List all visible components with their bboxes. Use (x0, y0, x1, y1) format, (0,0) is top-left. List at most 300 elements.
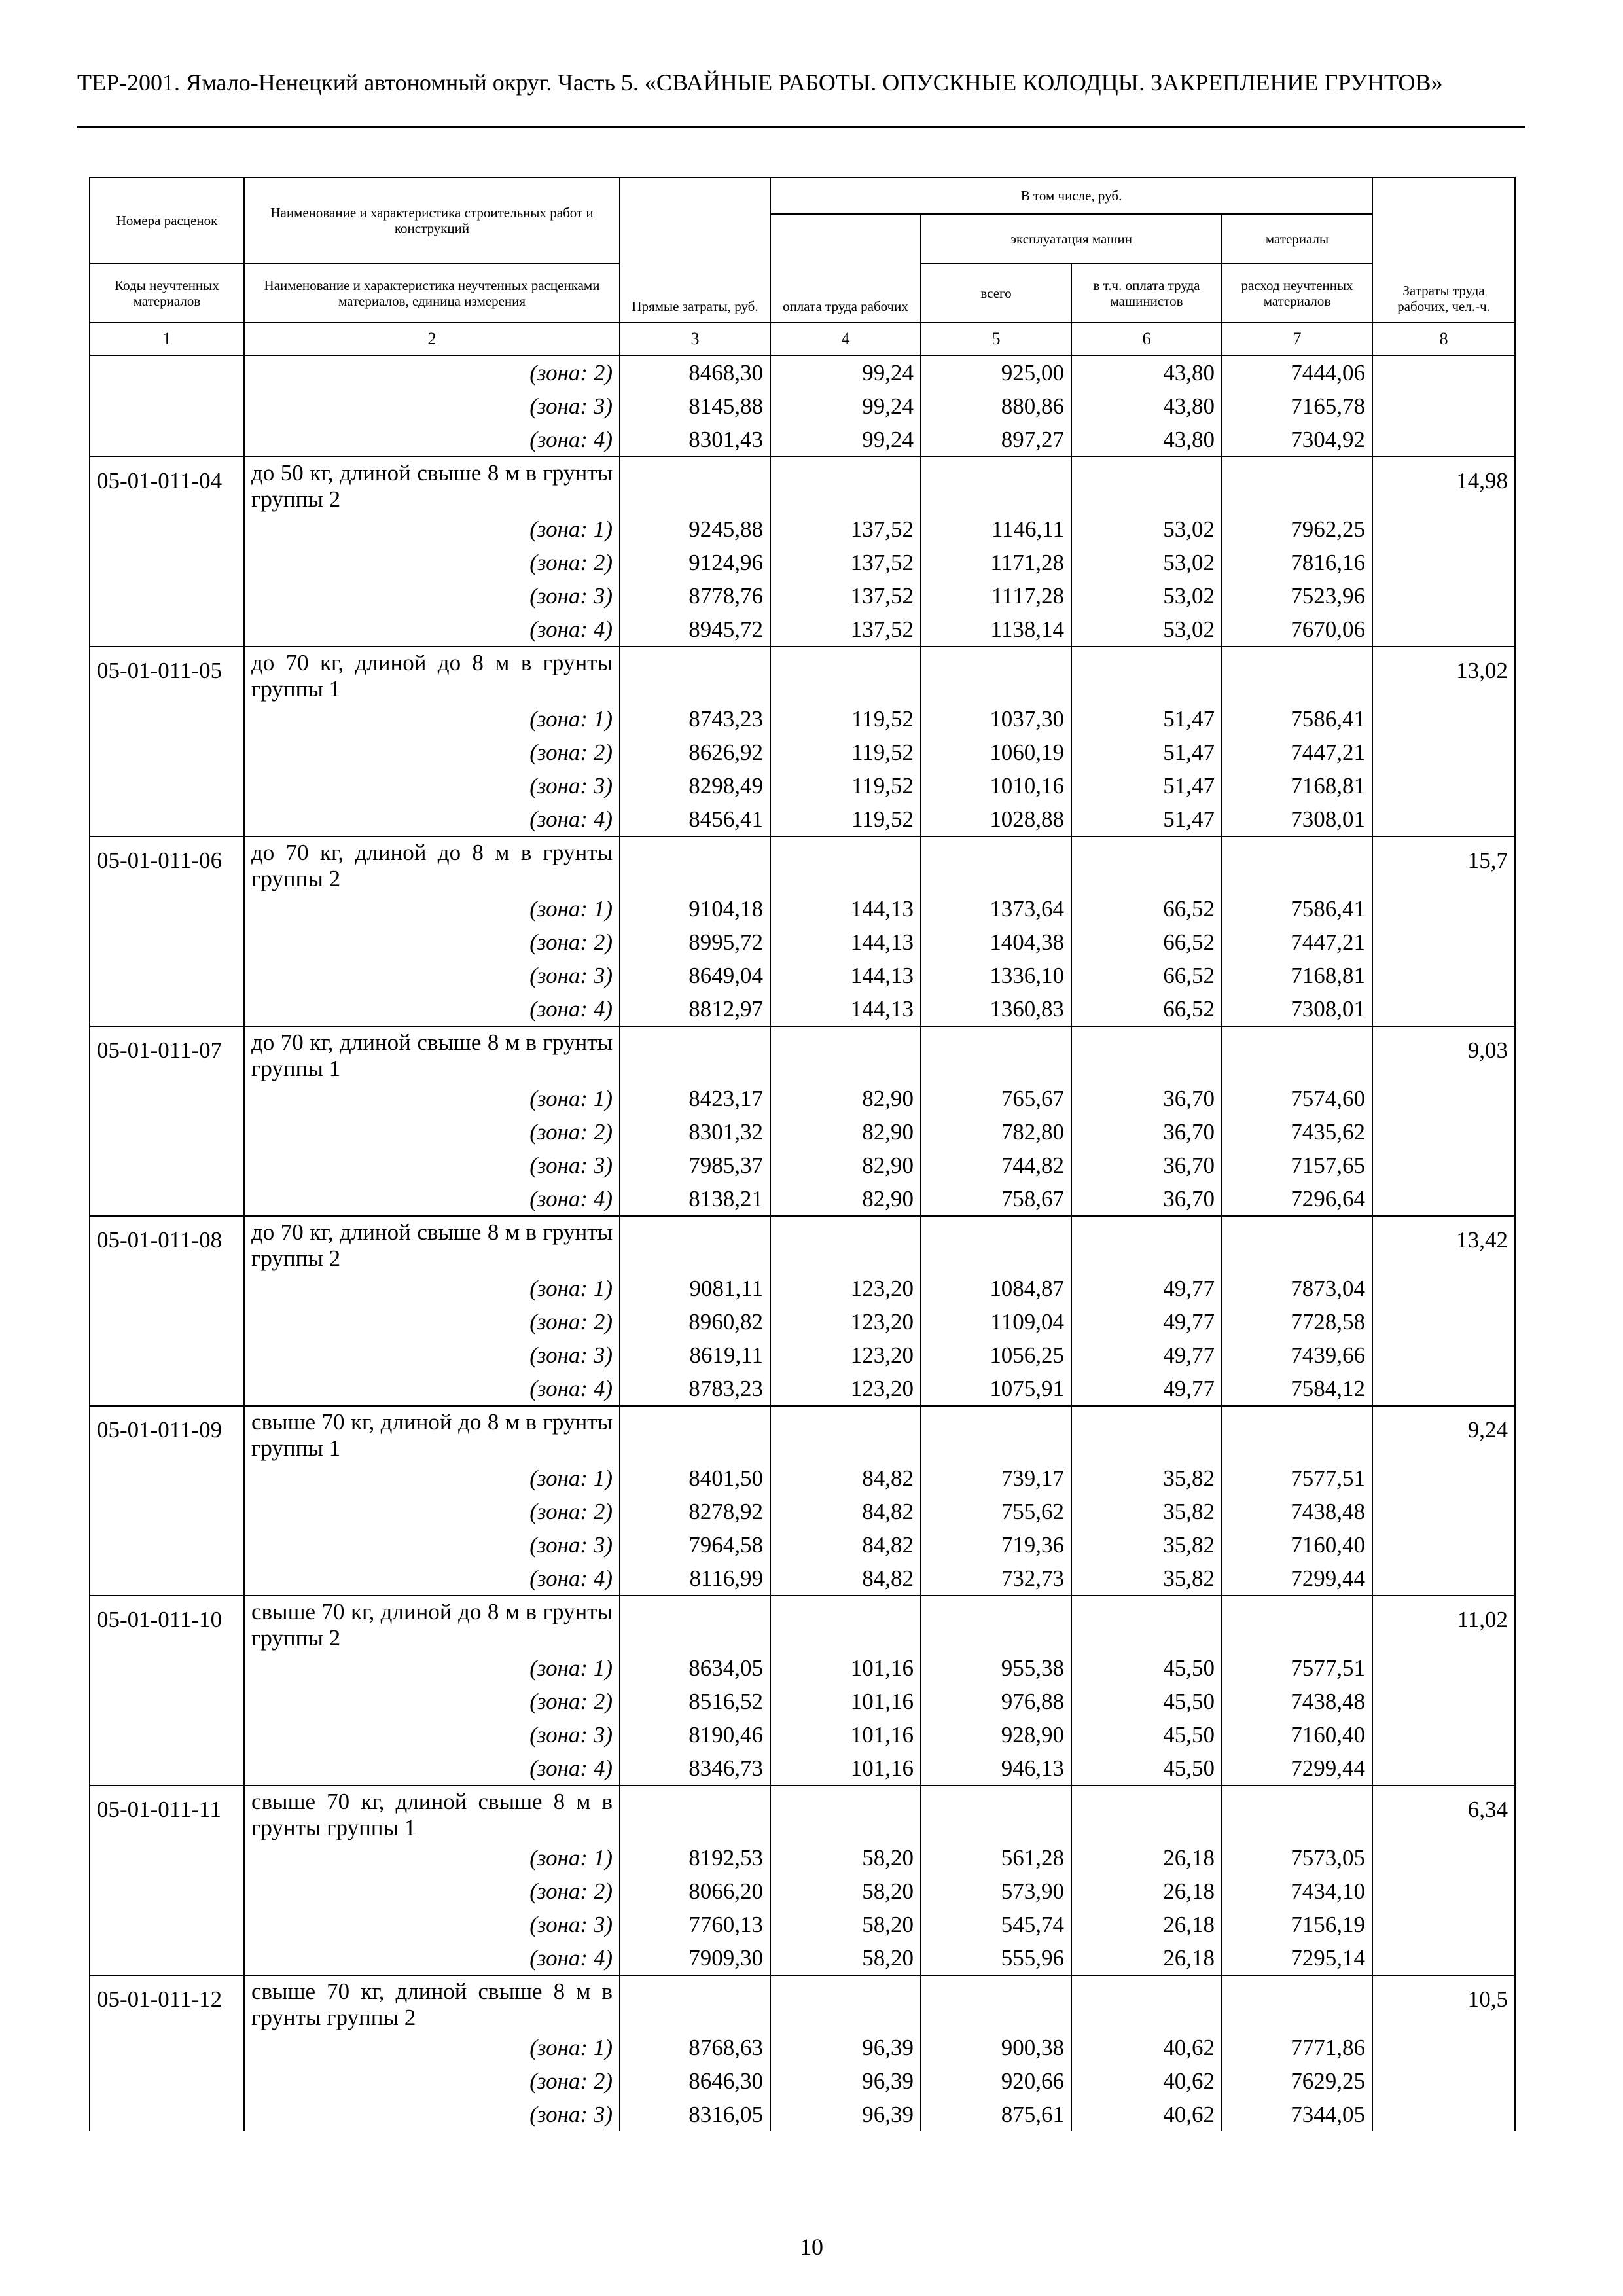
materials-cost-cell: 7344,05 (1222, 2098, 1372, 2131)
direct-cost-cell: 8649,04 (620, 959, 770, 992)
machines-cost-cell: 925,00 (921, 355, 1071, 389)
zone-row (90, 1908, 1515, 1941)
rate-code-cell (90, 1338, 244, 1372)
machines-cost-cell: 758,67 (921, 1182, 1071, 1216)
machines-cost-cell: 1056,25 (921, 1338, 1071, 1372)
column-index-cell: 3 (620, 323, 770, 355)
machines-cost-cell: 573,90 (921, 1874, 1071, 1908)
materials-cost-cell: 7434,10 (1222, 1874, 1372, 1908)
rates-table (89, 177, 1516, 2131)
materials-cost-cell: 7299,44 (1222, 1562, 1372, 1596)
machinists-cost-cell: 66,52 (1071, 892, 1222, 925)
labor-hours-cell (1372, 1272, 1515, 1305)
labor-hours-cell (1372, 925, 1515, 959)
labor-hours-value: 13,42 (1372, 1216, 1515, 1272)
zone-label: (зона: 1) (244, 702, 620, 736)
direct-cost-cell: 9081,11 (620, 1272, 770, 1305)
zone-row (90, 1082, 1515, 1115)
zone-row (90, 1841, 1515, 1874)
labor-hours-value: 14,98 (1372, 457, 1515, 512)
machines-cost-cell: 1037,30 (921, 702, 1071, 736)
empty-cell (1071, 647, 1222, 702)
direct-cost-cell: 8456,41 (620, 802, 770, 836)
labor-hours-cell (1372, 1082, 1515, 1115)
labor-cost-cell: 123,20 (770, 1372, 921, 1406)
labor-hours-cell (1372, 1305, 1515, 1338)
zone-row (90, 2064, 1515, 2098)
rate-code-cell (90, 1272, 244, 1305)
empty-cell (770, 1216, 921, 1272)
rate-code: 05-01-011-06 (90, 836, 244, 892)
col1-top-header: Номера расценок (90, 177, 244, 264)
direct-cost-cell: 8468,30 (620, 355, 770, 389)
column-index-cell: 5 (921, 323, 1071, 355)
rate-code-cell (90, 892, 244, 925)
materials-cost-cell: 7629,25 (1222, 2064, 1372, 2098)
zone-label: (зона: 3) (244, 1718, 620, 1751)
zone-label: (зона: 1) (244, 2031, 620, 2064)
zone-label: (зона: 1) (244, 1841, 620, 1874)
materials-cost-cell: 7160,40 (1222, 1528, 1372, 1562)
empty-cell (770, 1596, 921, 1651)
materials-cost-cell: 7574,60 (1222, 1082, 1372, 1115)
labor-hours-cell (1372, 992, 1515, 1026)
direct-cost-cell: 8995,72 (620, 925, 770, 959)
empty-cell (1071, 1026, 1222, 1082)
materials-cost-cell: 7156,19 (1222, 1908, 1372, 1941)
labor-cost-cell: 99,24 (770, 423, 921, 457)
direct-cost-cell: 8812,97 (620, 992, 770, 1026)
machines-cost-cell: 1360,83 (921, 992, 1071, 1026)
empty-cell (1222, 457, 1372, 512)
header-rule (77, 126, 1525, 128)
rate-code-cell (90, 2031, 244, 2064)
direct-cost-cell: 8192,53 (620, 1841, 770, 1874)
zone-row (90, 1115, 1515, 1149)
rate-code-cell (90, 613, 244, 647)
labor-hours-cell (1372, 702, 1515, 736)
labor-hours-cell (1372, 736, 1515, 769)
materials-cost-cell: 7308,01 (1222, 992, 1372, 1026)
direct-cost-cell: 8401,50 (620, 1462, 770, 1495)
zone-row (90, 1372, 1515, 1406)
zone-row (90, 579, 1515, 613)
machinists-cost-cell: 45,50 (1071, 1651, 1222, 1685)
zone-row (90, 1182, 1515, 1216)
zone-label: (зона: 2) (244, 1115, 620, 1149)
labor-cost-cell: 58,20 (770, 1908, 921, 1941)
empty-cell (1071, 1216, 1222, 1272)
labor-hours-cell (1372, 579, 1515, 613)
labor-cost-cell: 82,90 (770, 1182, 921, 1216)
machines-cost-cell: 555,96 (921, 1941, 1071, 1975)
zone-row (90, 802, 1515, 836)
machinists-cost-cell: 36,70 (1071, 1182, 1222, 1216)
zone-row (90, 1562, 1515, 1596)
zone-row (90, 702, 1515, 736)
machines-cost-cell: 719,36 (921, 1528, 1071, 1562)
zone-label: (зона: 2) (244, 925, 620, 959)
rate-description: до 70 кг, длиной свыше 8 м в грунты группы 2 (244, 1216, 620, 1272)
direct-cost-cell: 8066,20 (620, 1874, 770, 1908)
machines-cost-cell: 900,38 (921, 2031, 1071, 2064)
machines-cost-cell: 955,38 (921, 1651, 1071, 1685)
zone-label: (зона: 3) (244, 579, 620, 613)
rate-code-cell (90, 1908, 244, 1941)
labor-cost-cell: 119,52 (770, 702, 921, 736)
labor-cost-cell: 84,82 (770, 1528, 921, 1562)
machinists-cost-cell: 51,47 (1071, 736, 1222, 769)
machines-cost-cell: 1028,88 (921, 802, 1071, 836)
machinists-cost-cell: 26,18 (1071, 1908, 1222, 1941)
labor-hours-value: 6,34 (1372, 1785, 1515, 1841)
zone-row (90, 1272, 1515, 1305)
direct-cost-cell: 8646,30 (620, 2064, 770, 2098)
labor-cost-cell: 119,52 (770, 769, 921, 802)
rate-code-cell (90, 1149, 244, 1182)
empty-cell (1071, 1596, 1222, 1651)
direct-cost-cell: 8945,72 (620, 613, 770, 647)
machines-cost-cell: 561,28 (921, 1841, 1071, 1874)
rate-code: 05-01-011-05 (90, 647, 244, 702)
machinists-cost-cell: 66,52 (1071, 992, 1222, 1026)
materials-cost-cell: 7523,96 (1222, 579, 1372, 613)
materials-cost-cell: 7586,41 (1222, 892, 1372, 925)
machines-cost-cell: 976,88 (921, 1685, 1071, 1718)
direct-cost-cell: 8301,32 (620, 1115, 770, 1149)
rate-code-cell (90, 1562, 244, 1596)
zone-label: (зона: 3) (244, 1338, 620, 1372)
zone-row (90, 736, 1515, 769)
labor-hours-value: 10,5 (1372, 1975, 1515, 2031)
labor-cost-cell: 82,90 (770, 1149, 921, 1182)
empty-cell (1222, 1785, 1372, 1841)
machines-cost-cell: 1336,10 (921, 959, 1071, 992)
zone-label: (зона: 4) (244, 423, 620, 457)
machines-cost-cell: 1084,87 (921, 1272, 1071, 1305)
zone-row (90, 925, 1515, 959)
materials-cost-cell: 7873,04 (1222, 1272, 1372, 1305)
col8-header: Затраты труда рабочих, чел.-ч. (1372, 177, 1515, 323)
materials-cost-cell: 7447,21 (1222, 736, 1372, 769)
labor-hours-cell (1372, 769, 1515, 802)
rate-code-cell (90, 1651, 244, 1685)
labor-cost-cell: 137,52 (770, 546, 921, 579)
machinists-cost-cell: 45,50 (1071, 1718, 1222, 1751)
direct-cost-cell: 8634,05 (620, 1651, 770, 1685)
machines-cost-cell: 744,82 (921, 1149, 1071, 1182)
direct-cost-cell: 8190,46 (620, 1718, 770, 1751)
direct-cost-cell: 8423,17 (620, 1082, 770, 1115)
labor-hours-cell (1372, 423, 1515, 457)
machinists-cost-cell: 51,47 (1071, 769, 1222, 802)
column-index-cell: 8 (1372, 323, 1515, 355)
zone-row (90, 1495, 1515, 1528)
direct-cost-cell: 8138,21 (620, 1182, 770, 1216)
zone-label: (зона: 3) (244, 959, 620, 992)
machinists-cost-cell: 26,18 (1071, 1841, 1222, 1874)
direct-cost-cell: 8778,76 (620, 579, 770, 613)
rate-description: свыше 70 кг, длиной свыше 8 м в грунты группы 1 (244, 1785, 620, 1841)
labor-hours-value: 15,7 (1372, 836, 1515, 892)
labor-cost-cell: 99,24 (770, 389, 921, 423)
empty-cell (921, 1785, 1071, 1841)
labor-hours-cell (1372, 1338, 1515, 1372)
machinists-cost-cell: 53,02 (1071, 579, 1222, 613)
materials-cost-cell: 7447,21 (1222, 925, 1372, 959)
labor-hours-cell (1372, 1528, 1515, 1562)
labor-cost-cell: 144,13 (770, 992, 921, 1026)
materials-cost-cell: 7438,48 (1222, 1495, 1372, 1528)
labor-cost-cell: 123,20 (770, 1305, 921, 1338)
machinists-cost-cell: 43,80 (1071, 355, 1222, 389)
labor-hours-cell (1372, 389, 1515, 423)
rate-code-cell (90, 1751, 244, 1785)
machinists-cost-cell: 53,02 (1071, 546, 1222, 579)
materials-cost-cell: 7160,40 (1222, 1718, 1372, 1751)
rate-code-cell (90, 925, 244, 959)
labor-hours-cell (1372, 1685, 1515, 1718)
labor-hours-cell (1372, 1115, 1515, 1149)
machines-cost-cell: 1146,11 (921, 512, 1071, 546)
labor-cost-cell: 82,90 (770, 1082, 921, 1115)
materials-cost-cell: 7304,92 (1222, 423, 1372, 457)
machines-cost-cell: 1373,64 (921, 892, 1071, 925)
machinists-cost-cell: 35,82 (1071, 1562, 1222, 1596)
zone-label: (зона: 2) (244, 1685, 620, 1718)
machinists-cost-cell: 35,82 (1071, 1495, 1222, 1528)
zone-row (90, 423, 1515, 457)
zone-label: (зона: 3) (244, 769, 620, 802)
zone-row (90, 1149, 1515, 1182)
rate-item-row (90, 1975, 1515, 2031)
column-index-cell: 7 (1222, 323, 1372, 355)
direct-cost-cell: 8619,11 (620, 1338, 770, 1372)
col6-header: в т.ч. оплата труда машинистов (1071, 264, 1222, 323)
rate-description: свыше 70 кг, длиной до 8 м в грунты группы 2 (244, 1596, 620, 1651)
zone-row (90, 355, 1515, 389)
col2-top-header: Наименование и характеристика строительных работ и конструкций (244, 177, 620, 264)
empty-cell (1071, 1785, 1222, 1841)
labor-cost-cell: 144,13 (770, 959, 921, 992)
rate-code-cell (90, 1941, 244, 1975)
zone-label: (зона: 2) (244, 736, 620, 769)
empty-cell (620, 1216, 770, 1272)
rate-code-cell (90, 1685, 244, 1718)
empty-cell (1071, 1406, 1222, 1462)
rate-item-row (90, 1406, 1515, 1462)
zone-label: (зона: 3) (244, 1908, 620, 1941)
labor-cost-cell: 96,39 (770, 2031, 921, 2064)
zone-row (90, 546, 1515, 579)
empty-cell (620, 1785, 770, 1841)
labor-cost-cell: 101,16 (770, 1651, 921, 1685)
machines-cost-cell: 1075,91 (921, 1372, 1071, 1406)
zone-label: (зона: 2) (244, 1495, 620, 1528)
zone-row (90, 2098, 1515, 2131)
column-index-row (90, 323, 1515, 355)
materials-cost-cell: 7771,86 (1222, 2031, 1372, 2064)
zone-row (90, 769, 1515, 802)
materials-cost-cell: 7157,65 (1222, 1149, 1372, 1182)
machines-cost-cell: 739,17 (921, 1462, 1071, 1495)
labor-hours-cell (1372, 1874, 1515, 1908)
rate-code-cell (90, 546, 244, 579)
labor-cost-cell: 137,52 (770, 579, 921, 613)
empty-cell (1071, 836, 1222, 892)
machines-cost-cell: 920,66 (921, 2064, 1071, 2098)
labor-cost-cell: 99,24 (770, 355, 921, 389)
machines-cost-cell: 1404,38 (921, 925, 1071, 959)
direct-cost-cell: 8116,99 (620, 1562, 770, 1596)
machines-cost-cell: 732,73 (921, 1562, 1071, 1596)
rate-code-cell (90, 579, 244, 613)
machines-cost-cell: 1109,04 (921, 1305, 1071, 1338)
zone-label: (зона: 4) (244, 1182, 620, 1216)
zone-label: (зона: 2) (244, 355, 620, 389)
zone-row (90, 1651, 1515, 1685)
labor-hours-cell (1372, 1941, 1515, 1975)
empty-cell (921, 836, 1071, 892)
rate-code-cell (90, 1874, 244, 1908)
labor-hours-cell (1372, 1495, 1515, 1528)
rate-code-cell (90, 1462, 244, 1495)
labor-cost-cell: 58,20 (770, 1874, 921, 1908)
machinists-cost-cell: 36,70 (1071, 1115, 1222, 1149)
labor-cost-cell: 96,39 (770, 2098, 921, 2131)
labor-cost-cell: 119,52 (770, 802, 921, 836)
zone-label: (зона: 4) (244, 1372, 620, 1406)
rate-code: 05-01-011-07 (90, 1026, 244, 1082)
machinists-cost-cell: 49,77 (1071, 1372, 1222, 1406)
machines-cost-cell: 782,80 (921, 1115, 1071, 1149)
zone-label: (зона: 3) (244, 1528, 620, 1562)
zone-label: (зона: 4) (244, 1751, 620, 1785)
rate-code-cell (90, 389, 244, 423)
empty-cell (921, 1216, 1071, 1272)
machinists-cost-cell: 36,70 (1071, 1149, 1222, 1182)
rate-code-cell (90, 959, 244, 992)
rate-code-cell (90, 2064, 244, 2098)
rate-code-cell (90, 769, 244, 802)
direct-cost-cell: 8743,23 (620, 702, 770, 736)
zone-row (90, 1941, 1515, 1975)
empty-cell (620, 1596, 770, 1651)
labor-cost-cell: 137,52 (770, 512, 921, 546)
zone-row (90, 512, 1515, 546)
zone-label: (зона: 3) (244, 2098, 620, 2131)
zone-label: (зона: 2) (244, 1874, 620, 1908)
rate-code-cell (90, 802, 244, 836)
zone-row (90, 1528, 1515, 1562)
machinists-cost-cell: 26,18 (1071, 1941, 1222, 1975)
materials-cost-cell: 7577,51 (1222, 1651, 1372, 1685)
column-index-cell: 1 (90, 323, 244, 355)
rate-code: 05-01-011-08 (90, 1216, 244, 1272)
labor-hours-cell (1372, 2098, 1515, 2131)
materials-cost-cell: 7670,06 (1222, 613, 1372, 647)
labor-hours-cell (1372, 1462, 1515, 1495)
materials-cost-cell: 7295,14 (1222, 1941, 1372, 1975)
breakdown-group-header: В том числе, руб. (770, 177, 1372, 214)
labor-hours-cell (1372, 892, 1515, 925)
labor-cost-cell: 101,16 (770, 1718, 921, 1751)
zone-label: (зона: 1) (244, 1272, 620, 1305)
machines-cost-cell: 1010,16 (921, 769, 1071, 802)
table-body (90, 323, 1515, 2131)
rate-code-cell (90, 512, 244, 546)
zone-row (90, 1305, 1515, 1338)
machines-cost-cell: 897,27 (921, 423, 1071, 457)
zone-row (90, 892, 1515, 925)
empty-cell (770, 1785, 921, 1841)
rate-description: до 70 кг, длиной до 8 м в грунты группы 2 (244, 836, 620, 892)
rate-code-cell (90, 992, 244, 1026)
column-index-cell: 6 (1071, 323, 1222, 355)
col2-bottom-header: Наименование и характеристика неучтенных расценками материалов, единица измерения (244, 264, 620, 323)
machines-cost-cell: 765,67 (921, 1082, 1071, 1115)
rate-code: 05-01-011-04 (90, 457, 244, 512)
zone-label: (зона: 1) (244, 892, 620, 925)
col5-header: всего (921, 264, 1071, 323)
zone-label: (зона: 4) (244, 613, 620, 647)
labor-hours-cell (1372, 1841, 1515, 1874)
rate-item-row (90, 1785, 1515, 1841)
direct-cost-cell: 7760,13 (620, 1908, 770, 1941)
machinists-cost-cell: 66,52 (1071, 925, 1222, 959)
labor-cost-cell: 58,20 (770, 1841, 921, 1874)
col1-bottom-header: Коды неучтенных материалов (90, 264, 244, 323)
column-index-cell: 4 (770, 323, 921, 355)
zone-row (90, 613, 1515, 647)
empty-cell (1071, 1975, 1222, 2031)
direct-cost-cell: 8346,73 (620, 1751, 770, 1785)
empty-cell (770, 457, 921, 512)
zone-row (90, 1718, 1515, 1751)
materials-cost-cell: 7168,81 (1222, 959, 1372, 992)
direct-cost-cell: 8316,05 (620, 2098, 770, 2131)
machinists-cost-cell: 51,47 (1071, 702, 1222, 736)
labor-hours-cell (1372, 802, 1515, 836)
materials-cost-cell: 7962,25 (1222, 512, 1372, 546)
col7-header: расход неучтенных материалов (1222, 264, 1372, 323)
labor-hours-value: 9,24 (1372, 1406, 1515, 1462)
direct-cost-cell: 8960,82 (620, 1305, 770, 1338)
zone-label: (зона: 4) (244, 1562, 620, 1596)
machinists-cost-cell: 49,77 (1071, 1338, 1222, 1372)
zone-row (90, 959, 1515, 992)
rate-code-cell (90, 1372, 244, 1406)
direct-cost-cell: 9124,96 (620, 546, 770, 579)
machines-cost-cell: 755,62 (921, 1495, 1071, 1528)
labor-hours-cell (1372, 1751, 1515, 1785)
labor-cost-cell: 137,52 (770, 613, 921, 647)
empty-cell (921, 1596, 1071, 1651)
direct-cost-cell: 8145,88 (620, 389, 770, 423)
empty-cell (620, 836, 770, 892)
materials-cost-cell: 7299,44 (1222, 1751, 1372, 1785)
machinists-cost-cell: 45,50 (1071, 1685, 1222, 1718)
column-index-cell: 2 (244, 323, 620, 355)
zone-label: (зона: 1) (244, 512, 620, 546)
machines-cost-cell: 1117,28 (921, 579, 1071, 613)
rate-code-cell (90, 1182, 244, 1216)
empty-cell (921, 457, 1071, 512)
materials-cost-cell: 7816,16 (1222, 546, 1372, 579)
zone-label: (зона: 4) (244, 802, 620, 836)
labor-hours-cell (1372, 546, 1515, 579)
labor-hours-cell (1372, 1182, 1515, 1216)
